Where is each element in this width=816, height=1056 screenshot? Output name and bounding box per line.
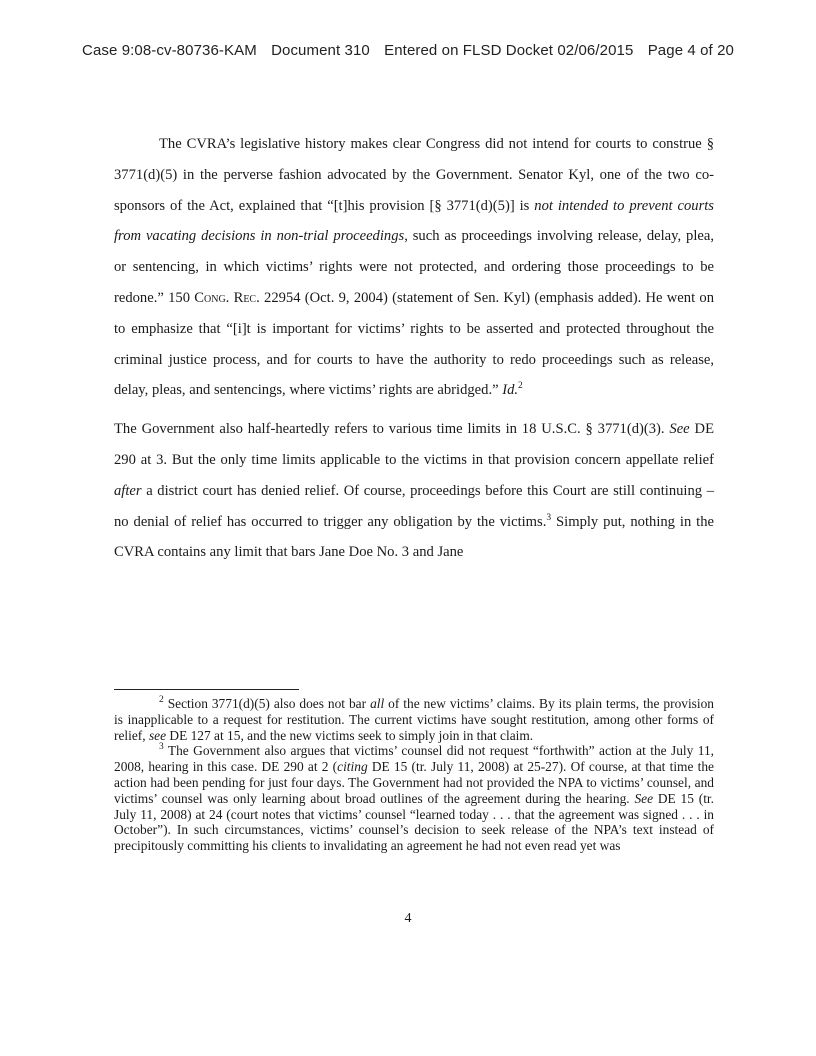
paragraph-time-limits: The Government also half-heartedly refers to various time limits in 18 U.S.C. § 3771(d)(3). See DE 290 at 3. But the only time limits applicable to the victims in that provision concern appellate relief after a district court has denied relief. Of course, proceedings before this Court are still continuing – no denial of relief has occurred to trigger any obligation by the victims.$^3$ Simply put, nothing in the CVRA contains any limit that bars Jane Doe No. 3 and Jane (114, 421, 715, 561)
after-emphasis: after (114, 482, 142, 499)
id-cite: Id. (502, 382, 519, 399)
page-indicator: Page 4 of 20 (647, 42, 734, 59)
document-body (114, 129, 714, 568)
case-number: Case 9:08-cv-80736-KAM (82, 42, 257, 59)
docket-entry: Entered on FLSD Docket 02/06/2015 (384, 42, 634, 59)
see-signal: See (669, 421, 690, 438)
emphasis-text: not intended to prevent courts from vacating decisions in non-trial proceedings (114, 197, 714, 245)
footnote-3: $^3$ The Government also argues that victims’ counsel did not request “forthwith” action at the July 11, 2008, hearing in this case. DE 290 at 2 (citing DE 15 (tr. July 11, 2008) at 25-27). Of course, at that time the action had been pending for just four days. The Government had not provided the NPA to victims’ counsel, and victims’ counsel was only learning about broad outlines of the agreement during the hearing. See DE 15 (tr. July 11, 2008) at 24 (court notes that victims’ counsel “learned today . . . that the agreement was signed . . . in October”). In such circumstances, victims’ counsel’s decision to seek release of the NPA’s text instead of precipitously committing his clients to invalidating an agreement he had not even read yet was (114, 742, 714, 854)
page-number: 4 (404, 911, 412, 926)
docket-header (0, 42, 816, 59)
footnotes (114, 696, 714, 854)
footnote-ref-2: 2 (518, 381, 523, 392)
footnote-ref-3: 3 (546, 512, 552, 523)
cong-rec: Cong. Rec. (194, 289, 260, 306)
document-number: Document 310 (271, 42, 370, 59)
footnote-divider (114, 689, 299, 690)
footnote-2: $^2$ Section 3771(d)(5) also does not bar all of the new victims’ claims. By its plain terms, the provision is inapplicable to a request for restitution. The current victims have sought restitution, among other forms of relief, see DE 127 at 15, and the new victims seek to simply join in that claim. (114, 695, 715, 743)
paragraph-legislative-history: The CVRA’s legislative history makes clear Congress did not intend for courts to construe § 3771(d)(5) in the perverse fashion advocated by the Government. Senator Kyl, one of the two co-sponsors of the Act, explained that “[t]his provision [§ 3771(d)(5)] is not intended to prevent courts from vacating decisions in non-trial proceedings, such as proceedings involving release, delay, plea, or sentencing, in which victims’ rights were not protected, and ordering those proceedings to be redone.” 150 Cong. Rec. 22954 (Oct. 9, 2004) (statement of Sen. Kyl) (emphasis added). He went on to emphasize that “[i]t is important for victims’ rights to be asserted and protected throughout the criminal justice process, and for courts to have the authority to redo proceedings such as release, delay, pleas, and sentencings, where victims’ rights are abridged.” Id.$^2$ (114, 136, 714, 399)
